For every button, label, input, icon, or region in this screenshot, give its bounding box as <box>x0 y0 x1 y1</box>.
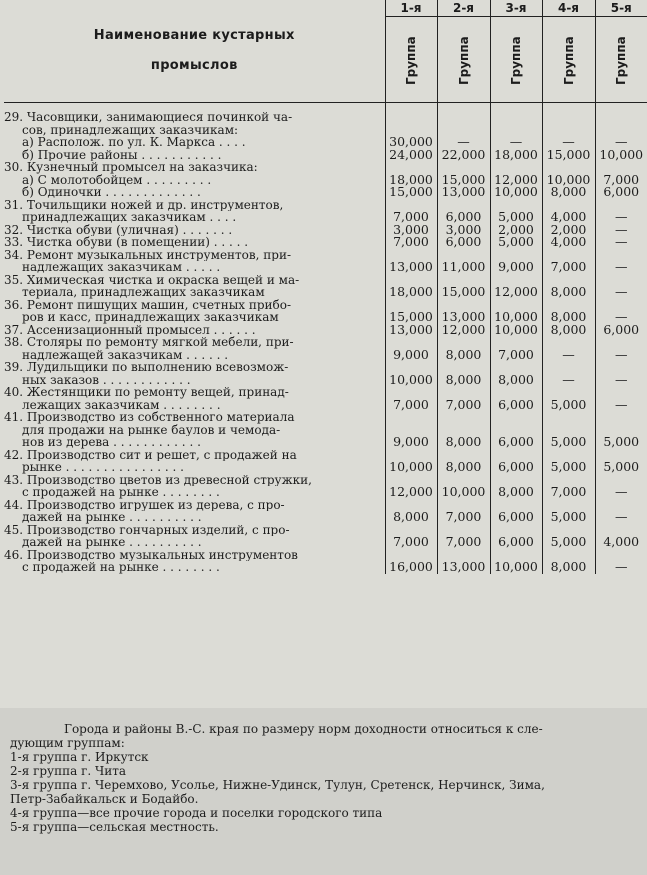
group-number: 2-я <box>438 0 490 17</box>
norm-value-group-2: 7,000 <box>437 499 490 524</box>
norm-value-group-2: 15,000 <box>437 161 490 186</box>
norm-value-group-5: — <box>615 559 628 574</box>
norm-value-group-4: 5,000 <box>542 499 595 524</box>
norm-value-group-4: 5,000 <box>542 411 595 449</box>
trade-name-cell <box>4 249 385 274</box>
group-word: Группа <box>614 36 629 86</box>
group-number: 5-я <box>596 0 647 17</box>
group-word: Группа <box>404 36 418 86</box>
gap-cell <box>437 103 490 112</box>
trade-name-line: нов из дерева . . . . . . . . . . . . <box>22 436 201 449</box>
norm-value-group-1: 24,000 <box>385 149 437 162</box>
table-row <box>4 249 647 274</box>
norm-value-group-5: — <box>615 509 628 524</box>
norm-value-group-1: 7,000 <box>385 524 437 549</box>
trade-name-line: лежащих заказчикам . . . . . . . . <box>22 398 221 411</box>
trade-name-line: 38. Столяры по ремонту мягкой мебели, при- <box>4 336 294 349</box>
norm-value-group-2: 8,000 <box>437 411 490 449</box>
table-row <box>4 549 647 574</box>
norm-value-group-3: 10,000 <box>490 186 542 199</box>
norm-value-group-1: 7,000 <box>385 386 437 411</box>
column-header-group-2 <box>437 0 490 103</box>
norm-value-group-5: 10,000 <box>599 146 644 162</box>
gap-cell <box>4 103 385 112</box>
column-header-group-3 <box>490 0 542 103</box>
norm-value-group-3: 18,000 <box>490 149 542 162</box>
trade-name-line: б) Одиночки . . . . . . . . . . . . . <box>22 186 201 199</box>
norm-value-group-4: 8,000 <box>542 549 595 574</box>
table-row <box>4 149 647 162</box>
table-row <box>4 449 647 474</box>
norm-value-group-2: 15,000 <box>437 274 490 299</box>
norm-value-group-5: 4,000 <box>603 534 640 549</box>
trade-name-cell <box>4 499 385 524</box>
trade-name-cell <box>4 236 385 249</box>
norm-value-group-4: 5,000 <box>542 449 595 474</box>
column-header-group-1 <box>385 0 437 103</box>
norm-value-group-3: 10,000 <box>490 324 542 337</box>
trade-name-cell <box>4 111 385 149</box>
norm-value-group-2: 8,000 <box>437 336 490 361</box>
trade-name-cell <box>4 149 385 162</box>
trade-name-line: 39. Лудильщики по выполнению всевозмож- <box>4 361 289 374</box>
norm-value-group-5: — <box>615 134 628 149</box>
norm-value-group-3: 6,000 <box>490 386 542 411</box>
norm-value-group-1: 3,000 <box>385 224 437 237</box>
table-row <box>4 524 647 549</box>
trade-name-line: сов, принадлежащих заказчикам: <box>22 123 239 136</box>
trade-name-line: надлежащей заказчикам . . . . . . <box>22 348 229 361</box>
norm-value-group-4: 15,000 <box>542 149 595 162</box>
norm-value-group-1: 8,000 <box>385 499 437 524</box>
gap-cell <box>385 103 437 112</box>
note-line: дующим группам: <box>10 736 125 750</box>
norm-value-group-4: 8,000 <box>542 186 595 199</box>
norm-value-group-5: 5,000 <box>603 434 640 449</box>
trade-name-line: 35. Химическая чистка и окраска вещей и ма- <box>4 273 300 286</box>
trade-name-line: а) Располож. по ул. К. Маркса . . . . <box>22 136 246 149</box>
norm-value-group-3: — <box>490 111 542 149</box>
norm-value-group-1: 10,000 <box>385 361 437 386</box>
norm-value-group-1: 15,000 <box>385 299 437 324</box>
norm-value-group-5: 7,000 <box>603 171 640 187</box>
group-word: Группа <box>509 36 523 86</box>
norm-value-group-3: 5,000 <box>490 236 542 249</box>
norm-value-group-2: 6,000 <box>437 236 490 249</box>
column-header-group-5 <box>595 0 647 103</box>
trade-name-line: 29. Часовщики, занимающиеся починкой ча- <box>4 111 293 124</box>
norm-value-group-2: 7,000 <box>437 524 490 549</box>
note-line: 5-я группа—сельская местность. <box>10 820 219 834</box>
norm-value-group-4: 8,000 <box>542 299 595 324</box>
norm-value-group-2: — <box>437 111 490 149</box>
norm-value-group-1: 7,000 <box>385 236 437 249</box>
norm-value-group-5: — <box>615 346 628 362</box>
table-row <box>4 199 647 224</box>
trade-name-cell <box>4 224 385 237</box>
trade-name-line: б) Прочие районы . . . . . . . . . . . <box>22 148 222 161</box>
column-header-trades <box>4 0 385 103</box>
norm-value-group-4: — <box>542 111 595 149</box>
trade-name-line: с продажей на рынке . . . . . . . . <box>22 561 220 574</box>
note-line: Города и районы В.-С. края по размеру норм доходности относиться к сле- <box>64 722 543 736</box>
norm-value-group-5: — <box>615 221 628 237</box>
trade-name-cell <box>4 549 385 574</box>
trade-name-cell <box>4 161 385 186</box>
table-header-row <box>4 0 647 103</box>
trade-name-line: 32. Чистка обуви (уличная) . . . . . . . <box>4 223 233 236</box>
trade-name-line: 46. Производство музыкальных инструментов <box>4 548 298 561</box>
norm-value-group-4: 7,000 <box>542 474 595 499</box>
norm-value-group-1: 13,000 <box>385 249 437 274</box>
trade-name-line: дажей на рынке . . . . . . . . . . <box>22 536 202 549</box>
trade-name-line: 36. Ремонт пишущих машин, счетных прибо- <box>4 298 292 311</box>
norm-value-group-4: 10,000 <box>542 161 595 186</box>
norm-value-group-4: 4,000 <box>542 199 595 224</box>
group-word: Группа <box>456 36 471 86</box>
norm-value-group-5: — <box>615 309 628 324</box>
trade-name-line: 30. Кузнечный промысел на заказчика: <box>4 161 258 174</box>
trade-name-line: 31. Точильщики ножей и др. инструментов, <box>4 198 284 211</box>
note-line: 2-я группа г. Чита <box>10 764 127 778</box>
note-line: 3-я группа г. Черемхово, Усолье, Нижне-Удинск, Тулун, Сретенск, Нерчинск, Зима, <box>10 778 545 792</box>
norm-value-group-5: 6,000 <box>603 184 640 199</box>
trade-name-line: териала, принадлежащих заказчикам <box>22 286 265 299</box>
trade-name-line: а) С молотобойцем . . . . . . . . . <box>22 173 212 186</box>
trade-name-line: 33. Чистка обуви (в помещении) . . . . . <box>4 236 249 249</box>
note-line: 1-я группа г. Иркутск <box>10 750 149 764</box>
norm-value-group-1: 13,000 <box>385 324 437 337</box>
norm-value-group-3: 6,000 <box>490 524 542 549</box>
table-body <box>4 111 647 574</box>
norm-value-group-5: 5,000 <box>603 459 640 474</box>
note-line: 4-я группа—все прочие города и поселки городского типа <box>10 806 383 820</box>
gap-cell <box>490 103 542 112</box>
table-row <box>4 161 647 186</box>
table-row <box>4 336 647 361</box>
trade-name-line: дажей на рынке . . . . . . . . . . <box>22 511 202 524</box>
table-row <box>4 411 647 449</box>
norm-value-group-3: 7,000 <box>490 336 542 361</box>
norm-value-group-1: 18,000 <box>385 274 437 299</box>
norm-value-group-1: 7,000 <box>385 199 437 224</box>
norm-value-group-3: 12,000 <box>490 161 542 186</box>
norm-value-group-1: 15,000 <box>385 186 437 199</box>
norm-value-group-5: — <box>615 284 628 299</box>
gap-cell <box>595 103 647 112</box>
norm-value-group-2: 13,000 <box>437 549 490 574</box>
norm-value-group-2: 12,000 <box>437 324 490 337</box>
norm-value-group-2: 13,000 <box>437 299 490 324</box>
trade-name-line: для продажи на рынке баулов и чемода- <box>22 423 281 436</box>
table-row <box>4 361 647 386</box>
norm-value-group-5: — <box>615 234 628 249</box>
norm-value-group-3: 6,000 <box>490 499 542 524</box>
norm-value-group-3: 8,000 <box>490 474 542 499</box>
norm-value-group-3: 6,000 <box>490 449 542 474</box>
norm-value-group-4: 8,000 <box>542 324 595 337</box>
norm-value-group-5: — <box>615 484 628 499</box>
trade-name-cell <box>4 411 385 449</box>
trade-name-line: 41. Производство из собственного материала <box>4 411 295 424</box>
norm-value-group-2: 8,000 <box>437 449 490 474</box>
norm-value-group-2: 22,000 <box>437 149 490 162</box>
norm-value-group-2: 10,000 <box>437 474 490 499</box>
trade-name-line: надлежащих заказчикам . . . . . <box>22 261 221 274</box>
trade-name-cell <box>4 449 385 474</box>
trade-name-line: принадлежащих заказчикам . . . . <box>22 211 237 224</box>
trade-name-cell <box>4 361 385 386</box>
trade-name-cell <box>4 274 385 299</box>
trade-name-cell <box>4 386 385 411</box>
header-line: Наименование кустарных <box>93 28 295 43</box>
trade-name-cell <box>4 524 385 549</box>
norm-value-group-3: 6,000 <box>490 411 542 449</box>
norm-value-group-4: 7,000 <box>542 249 595 274</box>
norm-value-group-3: 10,000 <box>490 549 542 574</box>
norm-value-group-4: 5,000 <box>542 386 595 411</box>
norm-value-group-2: 3,000 <box>437 224 490 237</box>
trade-name-line: с продажей на рынке . . . . . . . . <box>22 486 220 499</box>
column-header-group-4 <box>542 0 595 103</box>
norm-value-group-2: 11,000 <box>437 249 490 274</box>
norm-value-group-2: 7,000 <box>437 386 490 411</box>
trade-name-line: 45. Производство гончарных изделий, с про- <box>4 523 290 536</box>
group-word: Группа <box>561 36 576 86</box>
norm-value-group-4: 2,000 <box>542 224 595 237</box>
group-number: 4-я <box>543 0 595 17</box>
trade-name-cell <box>4 199 385 224</box>
norm-value-group-5: — <box>615 371 628 387</box>
norm-value-group-1: 16,000 <box>385 549 437 574</box>
trade-name-line: 42. Производство сит и решет, с продажей на <box>4 448 297 461</box>
norm-value-group-3: 8,000 <box>490 361 542 386</box>
trade-name-cell <box>4 474 385 499</box>
table-row <box>4 299 647 324</box>
norm-value-group-1: 10,000 <box>385 449 437 474</box>
norm-value-group-2: 6,000 <box>437 199 490 224</box>
norm-value-group-2: 13,000 <box>437 186 490 199</box>
norm-value-group-5: — <box>615 259 628 274</box>
gap-cell <box>542 103 595 112</box>
header-line: промыслов <box>150 58 238 73</box>
trade-name-line: 40. Жестянщики по ремонту вещей, принад- <box>4 386 289 399</box>
norm-value-group-1: 18,000 <box>385 161 437 186</box>
table-row <box>4 499 647 524</box>
header-gap <box>4 103 647 112</box>
norm-value-group-5: — <box>615 209 628 224</box>
norm-value-group-5: — <box>615 396 628 412</box>
norm-value-group-1: 12,000 <box>385 474 437 499</box>
norm-value-group-4: 8,000 <box>542 274 595 299</box>
norm-value-group-4: 5,000 <box>542 524 595 549</box>
table-row <box>4 111 647 149</box>
group-number: 3-я <box>491 0 542 17</box>
trade-name-line: рынке . . . . . . . . . . . . . . . . <box>22 461 184 474</box>
table-row <box>4 324 647 337</box>
table-row <box>4 186 647 199</box>
trade-name-cell <box>4 186 385 199</box>
norm-value-group-1: 9,000 <box>385 336 437 361</box>
norm-value-group-4: 4,000 <box>542 236 595 249</box>
norm-value-group-4: — <box>542 336 595 361</box>
group-number: 1-я <box>386 0 437 17</box>
trade-name-line: 34. Ремонт музыкальных инструментов, при- <box>4 248 292 261</box>
trade-name-cell <box>4 336 385 361</box>
norm-value-group-1: 30,000 <box>385 111 437 149</box>
group-definitions-note <box>0 708 647 875</box>
norm-value-group-3: 10,000 <box>490 299 542 324</box>
trade-name-cell <box>4 324 385 337</box>
norm-value-group-4: — <box>542 361 595 386</box>
trade-name-line: 44. Производство игрушек из дерева, с про- <box>4 498 285 511</box>
trade-name-line: 37. Ассенизационный промысел . . . . . . <box>4 323 256 336</box>
trade-name-cell <box>4 299 385 324</box>
norm-value-group-1: 9,000 <box>385 411 437 449</box>
norm-value-group-3: 2,000 <box>490 224 542 237</box>
table-row <box>4 386 647 411</box>
income-norms-table <box>4 0 647 574</box>
norm-value-group-3: 9,000 <box>490 249 542 274</box>
norm-value-group-3: 5,000 <box>490 199 542 224</box>
norm-value-group-3: 12,000 <box>490 274 542 299</box>
table-row <box>4 474 647 499</box>
trade-name-line: ров и касс, принадлежащих заказчикам <box>22 311 279 324</box>
norm-value-group-5: 6,000 <box>603 321 640 337</box>
norm-value-group-2: 8,000 <box>437 361 490 386</box>
table-row <box>4 236 647 249</box>
note-line: Петр-Забайкальск и Бодайбо. <box>10 792 199 806</box>
table-row <box>4 274 647 299</box>
trade-name-line: 43. Производство цветов из древесной стружки, <box>4 473 312 486</box>
trade-name-line: ных заказов . . . . . . . . . . . . <box>22 373 191 386</box>
